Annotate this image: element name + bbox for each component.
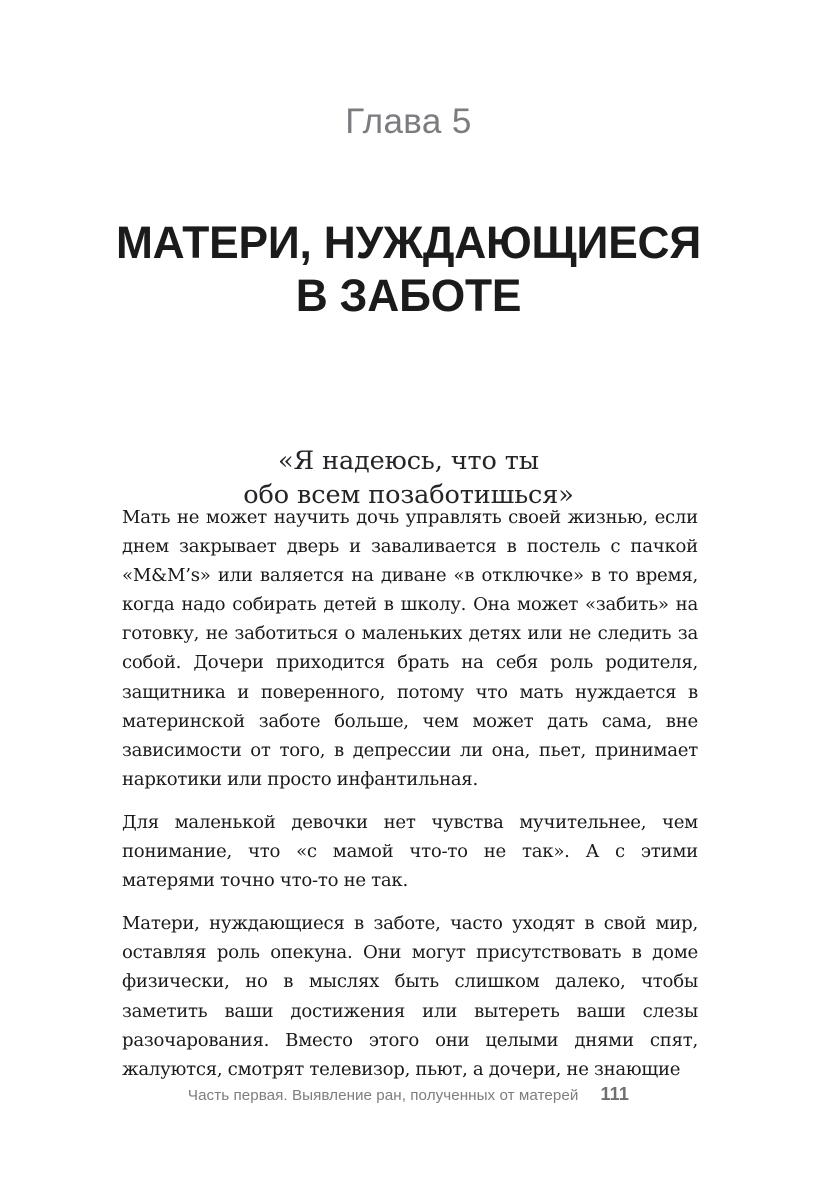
- epigraph-line-2: обо всем позаботишься»: [243, 480, 574, 511]
- page-footer: [0, 1084, 817, 1105]
- page-number: 111: [600, 1084, 630, 1104]
- epigraph-heading: [60, 444, 757, 512]
- epigraph-line-1: «Я надеюсь, что ты: [278, 446, 539, 477]
- body-paragraph: Матери, нуждающиеся в заботе, часто уходят в свой мир, оставляя роль опекуна. Они могут присутствовать в доме физически, но в мыслях быть слишком далеко, чтобы заметить ваши достижения или вытереть ваши слезы разочарования. Вместо этого они целыми днями спят, жалуются, смотрят телевизор, пьют, а дочери, не знающие: [122, 913, 698, 1080]
- running-head: Часть первая. Выявление ран, полученных от матерей: [187, 1087, 579, 1104]
- body-paragraph: Мать не может научить дочь управлять своей жизнью, если днем закрывает дверь и заваливается в постель с пачкой «M&M’s» или валяется на диване «в отключке» в то время, когда надо собирать детей в школу. Она может «забить» на готовку, не заботиться о маленьких детях или не следить за собой. Дочери приходится брать на себя роль родителя, защитника и поверенного, потому что мать нуждается в материнской заботе больше, чем может дать сама, вне зависимости от того, в депрессии ли она, пьет, принимает наркотики или просто инфантильная.: [122, 507, 698, 790]
- body-text-block: [122, 503, 698, 1084]
- chapter-title: [65, 216, 752, 322]
- chapter-label: Глава 5: [345, 102, 472, 141]
- chapter-title-line-2: В ЗАБОТЕ: [295, 270, 522, 322]
- chapter-title-line-1: МАТЕРИ, НУЖДАЮЩИЕСЯ: [115, 217, 702, 269]
- body-paragraph: Для маленькой девочки нет чувства мучительнее, чем понимание, что «с мамой что-то не так». А с этими матерями точно что-то не так.: [122, 811, 698, 892]
